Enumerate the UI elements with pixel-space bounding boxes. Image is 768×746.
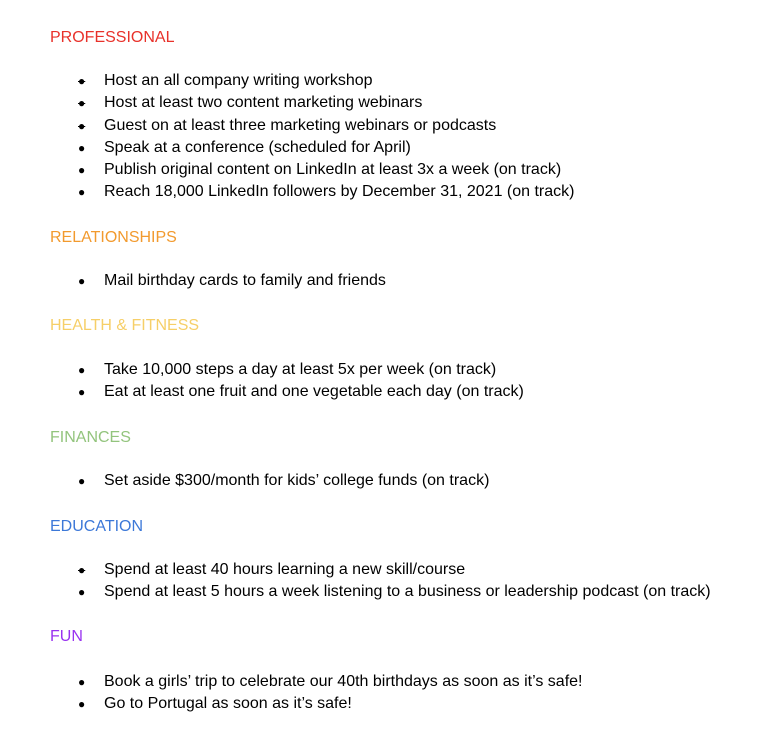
bullet-icon: ● <box>78 119 86 133</box>
list-item: ● Spend at least 5 hours a week listening to a business or leadership podcast (on track) <box>78 581 711 603</box>
list-item: ● Host an all company writing workshop <box>78 70 373 92</box>
list-item: ● Spend at least 40 hours learning a new skill/course <box>78 559 465 581</box>
bullet-icon: ● <box>78 697 86 711</box>
section-heading-education: EDUCATION <box>50 518 144 535</box>
list-item: ● Set aside $300/month for kids’ college funds (on track) <box>78 470 489 492</box>
bullet-icon: ● <box>78 563 86 577</box>
list-item: ● Eat at least one fruit and one vegetable each day (on track) <box>78 381 524 403</box>
bullet-icon: ● <box>78 385 86 399</box>
bullet-icon: ● <box>78 74 86 88</box>
list-item: ● Take 10,000 steps a day at least 5x per week (on track) <box>78 359 496 381</box>
bullet-icon: ● <box>78 585 86 599</box>
list-item: ● Book a girls’ trip to celebrate our 40th birthdays as soon as it’s safe! <box>78 671 582 693</box>
list-item: ● Go to Portugal as soon as it’s safe! <box>78 693 352 715</box>
bullet-icon: ● <box>78 274 86 288</box>
section-heading-fun: FUN <box>50 628 83 645</box>
bullet-icon: ● <box>78 185 86 199</box>
bullet-icon: ● <box>78 163 86 177</box>
bullet-icon: ● <box>78 141 86 155</box>
list-item: ● Speak at a conference (scheduled for April) <box>78 137 411 159</box>
list-item: ● Reach 18,000 LinkedIn followers by December 31, 2021 (on track) <box>78 181 574 203</box>
section-heading-finances: FINANCES <box>50 429 131 446</box>
bullet-icon: ● <box>78 675 86 689</box>
list-item: ● Host at least two content marketing webinars <box>78 92 422 114</box>
bullet-icon: ● <box>78 363 86 377</box>
list-item: ● Guest on at least three marketing webinars or podcasts <box>78 115 496 137</box>
section-heading-professional: PROFESSIONAL <box>50 29 175 46</box>
section-heading-relationships: RELATIONSHIPS <box>50 229 177 246</box>
section-heading-health-fitness: HEALTH & FITNESS <box>50 317 200 334</box>
bullet-icon: ● <box>78 96 86 110</box>
bullet-icon: ● <box>78 474 86 488</box>
list-item: ● Publish original content on LinkedIn at least 3x a week (on track) <box>78 159 561 181</box>
list-item: ● Mail birthday cards to family and friends <box>78 270 386 292</box>
